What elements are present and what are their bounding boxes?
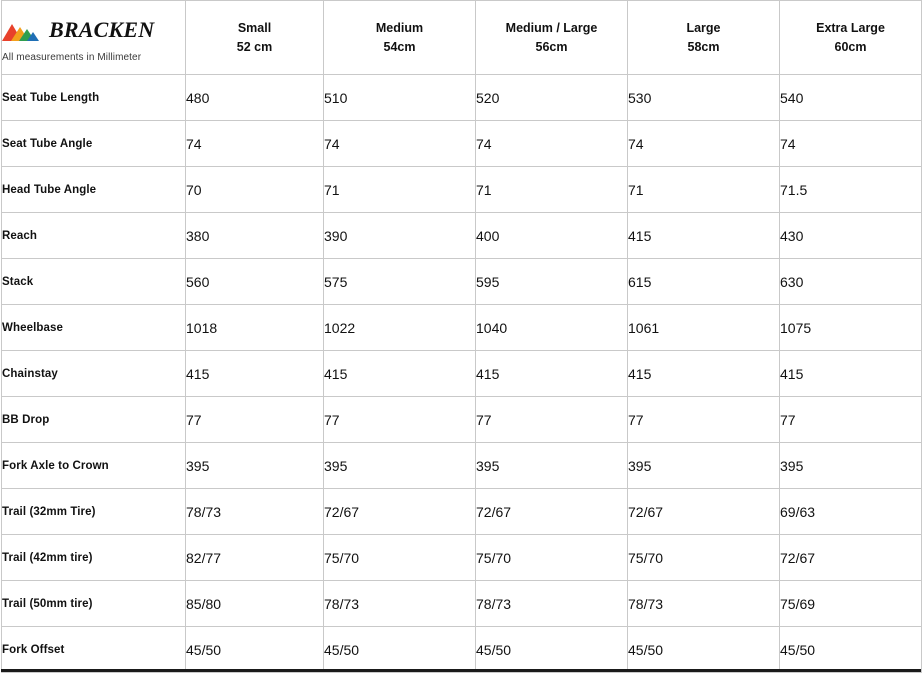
row-label: Head Tube Angle [2,167,186,213]
cell-value: 1075 [780,305,922,351]
size-name: Large [686,21,721,36]
cell-value: 380 [186,213,324,259]
cell-value: 85/80 [186,581,324,627]
table-row [2,351,922,397]
cell-value: 71 [476,167,628,213]
cell-value: 45/50 [628,627,780,673]
cell-value: 74 [324,121,476,167]
cell-value: 1040 [476,305,628,351]
cell-value: 430 [780,213,922,259]
size-value: 60cm [834,39,867,54]
cell-value: 75/70 [324,535,476,581]
size-column-header-large [628,1,780,75]
row-label: Fork Axle to Crown [2,443,186,489]
table-row [2,535,922,581]
cell-value: 45/50 [324,627,476,673]
cell-value: 77 [628,397,780,443]
size-value: 54cm [383,39,416,54]
cell-value: 45/50 [780,627,922,673]
cell-value: 1018 [186,305,324,351]
size-column-header-small [186,1,324,75]
cell-value: 415 [186,351,324,397]
row-label: Seat Tube Angle [2,121,186,167]
row-label: Trail (50mm tire) [2,581,186,627]
table-row [2,443,922,489]
row-label: Trail (42mm tire) [2,535,186,581]
table-row [2,581,922,627]
table-row [2,489,922,535]
table-row [2,305,922,351]
cell-value: 415 [476,351,628,397]
size-value: 58cm [687,39,720,54]
cell-value: 77 [780,397,922,443]
cell-value: 530 [628,75,780,121]
row-label: Stack [2,259,186,305]
row-label: BB Drop [2,397,186,443]
cell-value: 510 [324,75,476,121]
table-header-row [2,1,922,75]
cell-value: 74 [628,121,780,167]
cell-value: 78/73 [324,581,476,627]
size-name: Extra Large [816,21,885,36]
size-column-header-medium [324,1,476,75]
cell-value: 575 [324,259,476,305]
cell-value: 390 [324,213,476,259]
cell-value: 78/73 [186,489,324,535]
cell-value: 72/67 [628,489,780,535]
cell-value: 395 [780,443,922,489]
cell-value: 74 [186,121,324,167]
cell-value: 415 [628,213,780,259]
cell-value: 71 [324,167,476,213]
cell-value: 400 [476,213,628,259]
cell-value: 45/50 [476,627,628,673]
cell-value: 1061 [628,305,780,351]
cell-value: 480 [186,75,324,121]
row-label: Seat Tube Length [2,75,186,121]
brand-cell [2,1,186,75]
cell-value: 72/67 [476,489,628,535]
table-row [2,627,922,673]
cell-value: 395 [628,443,780,489]
cell-value: 415 [628,351,780,397]
geometry-table [1,0,922,673]
cell-value: 72/67 [780,535,922,581]
size-name: Small [237,21,272,36]
row-label: Chainstay [2,351,186,397]
size-column-header-medium-large [476,1,628,75]
cell-value: 75/69 [780,581,922,627]
size-column-header-extra-large [780,1,922,75]
cell-value: 75/70 [476,535,628,581]
cell-value: 415 [780,351,922,397]
size-value: 56cm [535,39,568,54]
cell-value: 615 [628,259,780,305]
cell-value: 74 [780,121,922,167]
cell-value: 45/50 [186,627,324,673]
brand-lockup [2,17,185,43]
cell-value: 540 [780,75,922,121]
table-row [2,121,922,167]
cell-value: 71.5 [780,167,922,213]
cell-value: 1022 [324,305,476,351]
cell-value: 395 [186,443,324,489]
cell-value: 395 [476,443,628,489]
row-label: Wheelbase [2,305,186,351]
cell-value: 70 [186,167,324,213]
row-label: Reach [2,213,186,259]
cell-value: 595 [476,259,628,305]
cell-value: 395 [324,443,476,489]
cell-value: 77 [186,397,324,443]
cell-value: 560 [186,259,324,305]
cell-value: 520 [476,75,628,121]
size-value: 52 cm [236,39,273,54]
bracken-mountain-logo-icon [2,18,40,42]
cell-value: 75/70 [628,535,780,581]
cell-value: 71 [628,167,780,213]
cell-value: 74 [476,121,628,167]
table-row [2,397,922,443]
cell-value: 415 [324,351,476,397]
size-name: Medium [375,21,424,36]
row-label: Fork Offset [2,627,186,673]
table-row [2,259,922,305]
cell-value: 77 [476,397,628,443]
table-row [2,213,922,259]
cell-value: 69/63 [780,489,922,535]
cell-value: 82/77 [186,535,324,581]
table-row [2,75,922,121]
cell-value: 78/73 [476,581,628,627]
cell-value: 72/67 [324,489,476,535]
size-name: Medium / Large [505,21,598,36]
row-label: Trail (32mm Tire) [2,489,186,535]
measurement-units-note: All measurements in Millimeter [2,51,142,63]
brand-name: BRACKEN [49,16,155,42]
cell-value: 78/73 [628,581,780,627]
cell-value: 630 [780,259,922,305]
table-row [2,167,922,213]
cell-value: 77 [324,397,476,443]
